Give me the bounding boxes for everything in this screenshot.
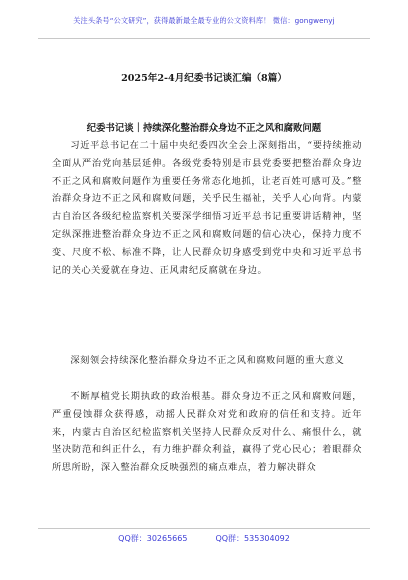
paragraph-body: 不断厚植党长期执政的政治根基。群众身边不正之风和腐败问题，严重侵蚀群众获得感，动摇人民群众对党和政府的信任和支持。近年来，内蒙古自治区纪检监察机关坚持人民群众反对什么、痛恨什么，就坚决防范和纠正什么，有力维护群众利益，赢得了党心民心；着眼群众所思所盼，深入整治群众反映强烈的痛点难点，着力解决群众 <box>52 391 362 474</box>
footer-qq-group-2: QQ群：535304092 <box>215 534 290 543</box>
document-title: 2025年2-4月纪委书记谈汇编（8篇） <box>121 73 287 84</box>
paragraph-subheading: 深刻领会持续深化整治群众身边不正之风和腐败问题的重大意义 <box>70 355 345 366</box>
header-divider <box>38 38 370 39</box>
footer <box>0 533 408 544</box>
paragraph-intro: 习近平总书记在二十届中央纪委四次全会上深刻指出，“要持续推动全面从严治党向基层延伸。各级党委特别是市县党委要把整治群众身边不正之风和腐败问题作为重要任务常态化地抓，让老百姓可感可及。”整治群众身边不正之风和腐败问题，关乎民生福祉，关乎人心向背。内蒙古自治区各级纪检监察机关要深学细悟习近平总书记重要讲话精神，坚定纵深推进整治群众身边不正之风和腐败问题的信心决心，保持力度不变、尺度不松、标准不降，让人民群众切身感受到党中央和习近平总书记的关心关爱就在身边、正风肃纪反腐就在身边。 <box>52 140 362 276</box>
footer-qq-group-1: QQ群：30265665 <box>118 534 188 543</box>
section-title: 纪委书记谈｜持续深化整治群众身边不正之风和腐败问题 <box>86 123 322 134</box>
footer-divider <box>38 528 370 529</box>
header-note: 关注头条号“公文研究”，获得最新最全最专业的公文资料库！ 微信：gongwenyj <box>73 16 335 25</box>
